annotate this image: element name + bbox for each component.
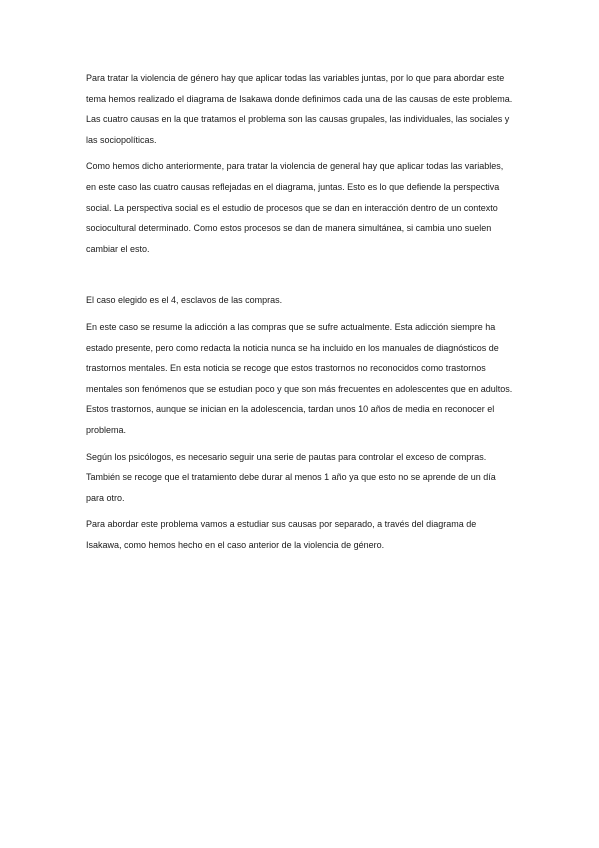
paragraph-social-perspective: Como hemos dicho anteriormente, para tratar la violencia de general hay que aplicar todas las variables, en este caso las cuatro causas reflejadas en el diagrama, juntas. Esto es lo que defiende la perspectiva social. La perspectiva social es el estudio de procesos que se dan en interacción dentro de un contexto sociocultural determinado. Como estos procesos se dan de manera simultánea, si cambia uno suelen cambiar el esto. bbox=[86, 161, 504, 254]
paragraph-approach: Para abordar este problema vamos a estudiar sus causas por separado, a través del diagrama de Isakawa, como hemos hecho en el caso anterior de la violencia de género. bbox=[86, 519, 477, 550]
body-text bbox=[86, 68, 514, 561]
paragraph-case-summary: En este caso se resume la adicción a las compras que se sufre actualmente. Esta adicción siempre ha estado presente, pero como redacta la noticia nunca se ha incluido en los manuales de diagnósticos de trastornos mentales. En esta noticia se recoge que estos trastornos no reconocidos como trastornos mentales son fenómenos que se estudian poco y que son más frecuentes en adolescentes que en adultos. Estos trastornos, aunque se inician en la adolescencia, tardan unos 10 años de media en reconocer el problema. bbox=[86, 321, 513, 435]
paragraph-intro: Para tratar la violencia de género hay que aplicar todas las variables juntas, por lo que para abordar este tema hemos realizado el diagrama de Isakawa donde definimos cada una de las causas de este problema. Las cuatro causas en la que tratamos el problema son las causas grupales, las individuales, las sociales y las sociopolíticas. bbox=[86, 73, 513, 145]
paragraph-chosen-case: El caso elegido es el 4, esclavos de las compras. bbox=[86, 295, 283, 306]
paragraph-psychologists: Según los psicólogos, es necesario seguir una serie de pautas para controlar el exceso de compras. También se recoge que el tratamiento debe durar al menos 1 año ya que esto no se aprende de un día para otro. bbox=[86, 451, 496, 503]
